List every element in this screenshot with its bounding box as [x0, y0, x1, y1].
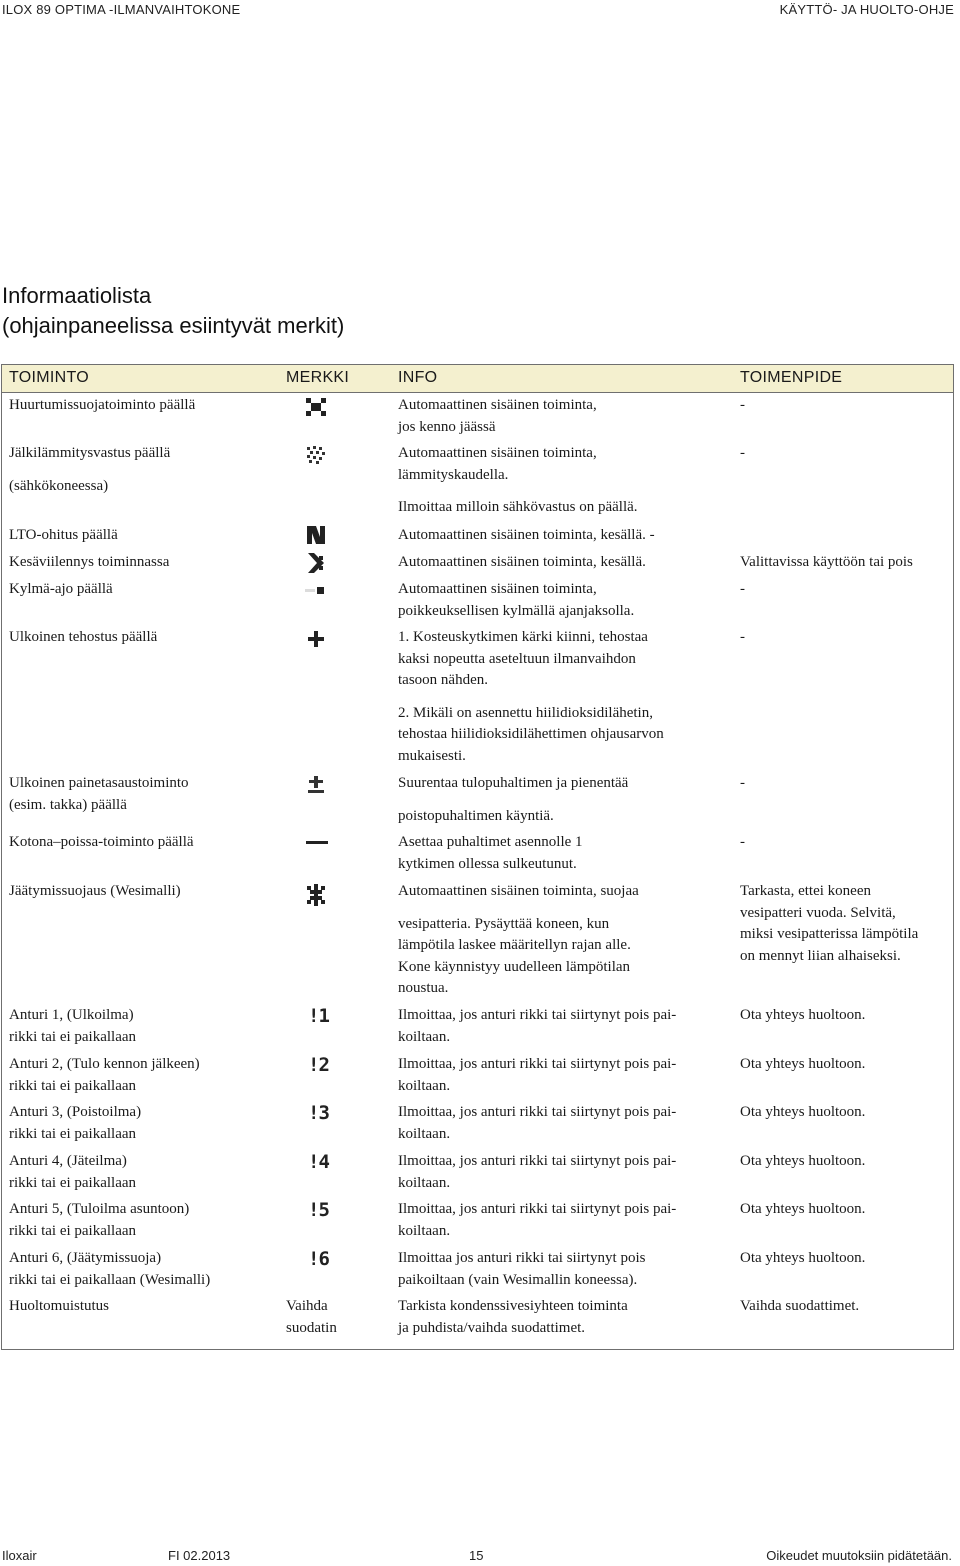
toiminto-text: Huurtumissuojatoiminto päällä [9, 397, 196, 413]
info-cell [398, 1054, 676, 1097]
toiminto-cell [9, 443, 170, 497]
toiminto-text: Anturi 1, (Ulkoilma) [9, 1007, 134, 1023]
toiminto-cell: Kotona–poissa-toiminto päällä [9, 834, 194, 850]
page-title-line1: Informaatiolista [2, 283, 152, 308]
toiminto-cell [9, 1248, 210, 1291]
info-line: mukaisesti. [398, 747, 466, 764]
info-line: Ilmoittaa, jos anturi rikki tai siirtynyt pois pai- [398, 1007, 677, 1023]
info-line: Kone käynnistyy uudelleen lämpötilan [398, 958, 631, 975]
info-line: ja puhdista/vaihda suodattimet. [398, 1319, 586, 1336]
footer-notice: Oikeudet muutoksiin pidätetään. [766, 1548, 952, 1563]
info-line: Asettaa puhaltimet asennolle 1 [398, 834, 583, 850]
table-header [2, 365, 953, 393]
toimenpide-line: miksi vesipatterissa lämpötila [740, 926, 919, 942]
info-line: Automaattinen sisäinen toiminta, [398, 397, 597, 413]
info-line: koiltaan. [398, 1077, 451, 1094]
info-line: Automaattinen sisäinen toiminta, kesällä. [398, 527, 646, 543]
toiminto-text: Ulkoinen painetasaustoiminto [9, 775, 189, 791]
toimenpide-line: Tarkasta, ettei koneen [740, 883, 871, 899]
toiminto-cell [9, 1151, 136, 1194]
post-heating-icon [305, 445, 331, 467]
toiminto-text: rikki tai ei paikallaan (Wesimalli) [9, 1271, 211, 1288]
info-cell [398, 1199, 676, 1242]
info-line: Tarkista kondenssivesiyhteen toiminta [398, 1298, 628, 1314]
info-cell [398, 1248, 645, 1291]
toimenpide-cell: Valittavissa käyttöön tai pois [740, 554, 913, 570]
info-line: kaksi nopeutta aseteltuun ilmanvaihdon [398, 650, 636, 667]
footer-page-number: 15 [469, 1548, 484, 1563]
info-cell [398, 881, 639, 1000]
toimenpide-cell: - [740, 397, 745, 413]
info-line: poistopuhaltimen käyntiä. [398, 807, 554, 824]
toiminto-text: rikki tai ei paikallaan [9, 1077, 137, 1094]
toimenpide-cell: Ota yhteys huoltoon. [740, 1201, 866, 1217]
info-line: koiltaan. [398, 1125, 451, 1142]
toimenpide-line: vesipatteri vuoda. Selvitä, [740, 904, 896, 921]
info-line: vesipatteria. Pysäyttää koneen, kun [398, 915, 610, 932]
plus-minus-icon [305, 775, 331, 797]
toiminto-text: (sähkökoneessa) [9, 477, 109, 494]
toimenpide-cell: Ota yhteys huoltoon. [740, 1250, 866, 1266]
footer-edition: FI 02.2013 [168, 1548, 231, 1563]
toiminto-cell [9, 1054, 200, 1097]
document-header-left: ILOX 89 OPTIMA -ILMANVAIHTOKONE [2, 2, 241, 17]
info-cell [398, 1151, 676, 1194]
info-line: poikkeuksellisen kylmällä ajanjaksolla. [398, 602, 635, 619]
column-header-merkki: MERKKI [286, 369, 350, 386]
toimenpide-cell: - [740, 834, 745, 850]
toiminto-text: Jälkilämmitysvastus päällä [9, 445, 171, 461]
info-line: koiltaan. [398, 1028, 451, 1045]
info-line: Ilmoittaa milloin sähkövastus on päällä. [398, 499, 638, 515]
toimenpide-cell: Ota yhteys huoltoon. [740, 1104, 866, 1120]
info-cell [398, 773, 628, 827]
column-header-toiminto: TOIMINTO [9, 369, 90, 386]
toiminto-cell [9, 1102, 141, 1145]
info-cell [398, 627, 664, 767]
summer-cooling-icon [305, 552, 331, 574]
toimenpide-cell: Ota yhteys huoltoon. [740, 1153, 866, 1169]
bypass-n-icon [305, 525, 331, 547]
toiminto-text: Anturi 2, (Tulo kennon jälkeen) [9, 1056, 200, 1072]
toiminto-text: (esim. takka) päällä [9, 796, 127, 813]
toimenpide-cell: Ota yhteys huoltoon. [740, 1007, 866, 1023]
footer-brand: Iloxair [2, 1548, 37, 1563]
info-dash: - [649, 527, 655, 543]
page-title-line2: (ohjainpaneelissa esiintyvät merkit) [2, 313, 345, 338]
page-title [2, 281, 344, 341]
info-line: 2. Mikäli on asennettu hiilidioksidilähetin, [398, 704, 653, 721]
sensor-3-fault-symbol: !3 [308, 1102, 329, 1124]
info-cell [398, 832, 583, 875]
toiminto-cell: Jäätymissuojaus (Wesimalli) [9, 883, 181, 899]
toiminto-cell [9, 773, 189, 816]
merkki-line: suodatin [286, 1319, 337, 1336]
toiminto-cell [9, 395, 195, 417]
toiminto-cell: LTO-ohitus päällä [9, 527, 118, 543]
freeze-protection-icon [305, 883, 331, 905]
toiminto-text: rikki tai ei paikallaan [9, 1028, 137, 1045]
toiminto-text: Anturi 6, (Jäätymissuoja) [9, 1250, 162, 1266]
info-line: Suurentaa tulopuhaltimen ja pienentää [398, 775, 629, 791]
info-line: paikoiltaan (vain Wesimallin koneessa). [398, 1271, 638, 1288]
info-line: Ilmoittaa, jos anturi rikki tai siirtynyt pois pai- [398, 1153, 677, 1169]
info-cell [398, 395, 597, 438]
sensor-2-fault-symbol: !2 [308, 1054, 329, 1076]
info-line: tehostaa hiilidioksidilähettimen ohjausarvon [398, 726, 664, 742]
toiminto-cell: Ulkoinen tehostus päällä [9, 629, 158, 645]
column-header-info: INFO [398, 369, 438, 386]
toiminto-text: Anturi 5, (Tuloilma asuntoon) [9, 1201, 190, 1217]
toimenpide-cell: Ota yhteys huoltoon. [740, 1056, 866, 1072]
toimenpide-cell: - [740, 775, 745, 791]
cold-run-icon [305, 583, 331, 605]
toiminto-text: Anturi 4, (Jäteilma) [9, 1153, 127, 1169]
toimenpide-cell: - [740, 581, 745, 597]
toiminto-cell: Huoltomuistutus [9, 1298, 110, 1314]
info-line: Automaattinen sisäinen toiminta, [398, 445, 597, 461]
toiminto-text: Anturi 3, (Poistoilma) [9, 1104, 142, 1120]
merkki-cell [286, 1296, 337, 1339]
information-table [1, 364, 954, 1350]
toimenpide-cell: - [740, 445, 745, 461]
toiminto-cell [9, 1199, 189, 1242]
sensor-5-fault-symbol: !5 [308, 1199, 329, 1221]
toiminto-text: rikki tai ei paikallaan [9, 1174, 137, 1191]
info-cell [398, 579, 634, 622]
info-line: Ilmoittaa, jos anturi rikki tai siirtynyt pois pai- [398, 1104, 677, 1120]
info-cell [398, 1102, 676, 1145]
info-cell: Automaattinen sisäinen toiminta, kesällä. [398, 554, 646, 570]
toiminto-text: rikki tai ei paikallaan [9, 1125, 137, 1142]
toiminto-text: rikki tai ei paikallaan [9, 1222, 137, 1239]
toimenpide-cell: - [740, 629, 745, 645]
info-line: lämpötila laskee määritellyn rajan alle. [398, 937, 631, 953]
document-header-right: KÄYTTÖ- JA HUOLTO-OHJE [779, 2, 954, 17]
toimenpide-line: on mennyt liian alhaiseksi. [740, 947, 901, 964]
info-line: kytkimen ollessa sulkeutunut. [398, 855, 577, 872]
column-header-toimenpide: TOIMENPIDE [740, 369, 843, 386]
info-line: Ilmoittaa jos anturi rikki tai siirtynyt pois [398, 1250, 646, 1266]
info-cell [398, 443, 638, 519]
sensor-4-fault-symbol: !4 [308, 1151, 329, 1173]
info-line: Ilmoittaa, jos anturi rikki tai siirtynyt pois pai- [398, 1056, 677, 1072]
info-line: koiltaan. [398, 1222, 451, 1239]
info-line: Automaattinen sisäinen toiminta, [398, 581, 597, 597]
toiminto-cell [9, 1005, 136, 1048]
info-line: 1. Kosteuskytkimen kärki kiinni, tehostaa [398, 629, 648, 645]
info-cell [398, 1005, 676, 1048]
toimenpide-cell [740, 881, 918, 967]
toiminto-cell: Kylmä-ajo päällä [9, 581, 113, 597]
merkki-line: Vaihda [286, 1298, 328, 1314]
sensor-6-fault-symbol: !6 [308, 1248, 329, 1270]
info-cell [398, 525, 655, 547]
info-line: noustua. [398, 980, 449, 996]
info-line: lämmityskaudella. [398, 466, 509, 483]
boost-plus-icon [305, 629, 331, 651]
frost-protection-icon [305, 397, 331, 419]
info-line: koiltaan. [398, 1174, 451, 1191]
info-line: tasoon nähden. [398, 672, 488, 688]
info-line: jos kenno jäässä [398, 418, 496, 435]
toimenpide-cell: Vaihda suodattimet. [740, 1298, 860, 1314]
info-line: Automaattinen sisäinen toiminta, suojaa [398, 883, 639, 899]
toiminto-cell: Kesäviilennys toiminnassa [9, 554, 170, 570]
away-dash-icon [305, 840, 331, 862]
sensor-1-fault-symbol: !1 [308, 1005, 329, 1027]
info-cell [398, 1296, 628, 1339]
info-line: Ilmoittaa, jos anturi rikki tai siirtynyt pois pai- [398, 1201, 677, 1217]
